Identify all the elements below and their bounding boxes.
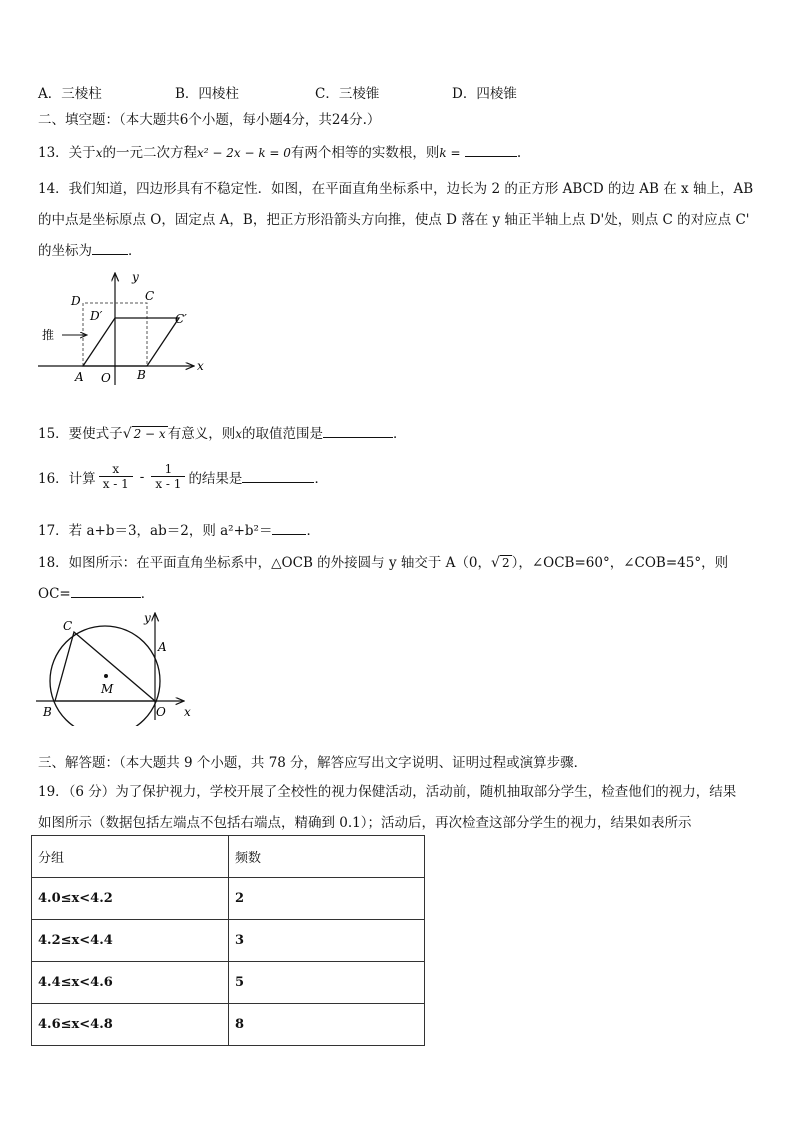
table-header-frequency: 频数	[229, 836, 425, 878]
table-row	[32, 962, 425, 1004]
q18-label-A: A	[158, 640, 167, 654]
section2-heading: 二、填空题：（本大题共6个小题，每小题4分，共24分.）	[38, 112, 381, 128]
q13-answer-blank[interactable]	[465, 144, 517, 157]
q13-post: 有两个相等的实数根，则	[290, 145, 440, 161]
q18-figure	[34, 608, 204, 726]
q14-line1: 14．我们知道，四边形具有不稳定性．如图，在平面直角坐标系中，边长为 2 的正方形 ABCD 的边 AB 在 x 轴上，AB	[38, 181, 754, 197]
question-17	[38, 519, 320, 539]
table-header-group: 分组	[32, 836, 229, 878]
q18-label-O: O	[156, 705, 166, 719]
q18-label-y: y	[144, 611, 151, 625]
table-cell-frequency: 5	[229, 962, 425, 1004]
q15-answer-blank[interactable]	[323, 425, 393, 438]
q15-pre: 15．要使式子	[38, 426, 123, 442]
option-a: A．三棱柱	[38, 86, 102, 102]
q14-answer-blank[interactable]	[92, 242, 128, 255]
option-d: D．四棱锥	[452, 86, 517, 102]
q14-label-push: 推	[42, 328, 55, 342]
q16-end: ．	[314, 470, 328, 487]
question-13	[38, 141, 521, 161]
table-cell-group: 4.0≤x<4.2	[32, 878, 229, 920]
q15-radicand: 2 − x	[133, 427, 166, 441]
table-cell-group: 4.4≤x<4.6	[32, 962, 229, 1004]
frequency-table	[31, 835, 425, 1046]
q14-line2: 的中点是坐标原点 O，固定点 A，B，把正方形沿箭头方向推，使点 D 落在 y 轴正半轴上点 D'处，则点 C 的对应点 C'	[38, 212, 750, 228]
q15-end: ．	[392, 426, 407, 442]
table-row	[32, 878, 425, 920]
table-cell-frequency: 3	[229, 920, 425, 962]
question-18-line1	[38, 551, 728, 571]
section3-heading: 三、解答题：（本大题共 9 个小题，共 78 分，解答应写出文字说明、证明过程或演算步骤．	[38, 755, 588, 771]
q16-f1-denominator: x - 1	[99, 476, 133, 491]
q17-end: ．	[306, 523, 320, 539]
table-cell-frequency: 2	[229, 878, 425, 920]
q18-answer-blank[interactable]	[71, 585, 141, 598]
q18-line2: OC=	[38, 586, 71, 602]
table-cell-frequency: 8	[229, 1004, 425, 1046]
option-b: B．四棱柱	[175, 86, 239, 102]
question-15	[38, 422, 406, 442]
q13-k: k =	[439, 146, 461, 160]
q14-label-A: A	[75, 370, 84, 384]
table-cell-group: 4.6≤x<4.8	[32, 1004, 229, 1046]
q14-line3: 的坐标为	[38, 243, 92, 259]
table-cell-group: 4.2≤x<4.4	[32, 920, 229, 962]
q14-figure	[34, 265, 214, 390]
q14-label-y: y	[132, 270, 139, 284]
table-header-row	[32, 836, 425, 878]
table-row	[32, 920, 425, 962]
q19-line1: 19．（6 分）为了保护视力，学校开展了全校性的视力保健活动，活动前，随机抽取部分学生，检查他们的视力，结果	[38, 784, 737, 800]
q18-line1-pre: 18．如图所示：在平面直角坐标系中，△OCB 的外接圆与 y 轴交于 A（0，	[38, 555, 492, 571]
q14-parallelogram	[83, 318, 179, 366]
q19-line2: 如图所示（数据包括左端点不包括右端点，精确到 0.1）；活动后，再次检查这部分学生的视力，结果如表所示	[38, 815, 692, 831]
q16-answer-blank[interactable]	[242, 470, 314, 483]
q16-fraction-1	[99, 462, 133, 491]
table-row	[32, 1004, 425, 1046]
q15-var: x	[235, 427, 242, 441]
q14-label-Dp: D′	[90, 309, 103, 323]
q16-pre: 16．计算	[38, 470, 96, 487]
q16-post: 的结果是	[188, 470, 243, 487]
question-14-line3	[38, 239, 142, 259]
q16-f2-numerator: 1	[164, 462, 173, 476]
q14-label-C: C	[145, 289, 155, 303]
q18-center-dot	[104, 674, 108, 678]
q15-post: 的取值范围是	[241, 426, 323, 442]
q18-radicand: 2	[501, 556, 510, 570]
q18-label-B: B	[43, 705, 52, 719]
q15-mid: 有意义，则	[167, 426, 236, 442]
q16-minus: -	[139, 468, 145, 485]
q16-f1-numerator: x	[112, 462, 120, 476]
sqrt-icon: √	[122, 426, 132, 442]
question-16	[38, 462, 328, 491]
option-c: C．三棱锥	[315, 86, 380, 102]
q18-line1-post: ），∠OCB=60°，∠COB=45°，则	[511, 555, 729, 571]
sqrt-icon: √	[491, 555, 500, 571]
q18-end: ．	[140, 586, 155, 602]
q13-equation: x² − 2x − k = 0	[196, 146, 291, 160]
q14-label-x: x	[197, 359, 204, 373]
q14-label-B: B	[137, 368, 146, 382]
q14-end: ．	[128, 243, 142, 259]
q13-mid: 的一元二次方程	[102, 145, 197, 161]
q14-label-D: D	[71, 294, 81, 308]
q13-pre: 13．关于	[38, 145, 96, 161]
q17-text: 17．若 a+b＝3，ab＝2，则 a²+b²＝	[38, 523, 273, 539]
question-18-line2	[38, 582, 154, 602]
q14-label-O: O	[101, 371, 111, 385]
q16-f2-denominator: x - 1	[151, 476, 185, 491]
q18-label-C: C	[63, 619, 73, 633]
q16-fraction-2	[151, 462, 185, 491]
q13-end: .	[516, 145, 522, 161]
q17-answer-blank[interactable]	[272, 522, 306, 535]
q14-label-Cp: C′	[175, 312, 187, 326]
q13-var: x	[95, 146, 103, 160]
q18-label-M: M	[101, 682, 114, 696]
q18-label-x: x	[184, 705, 191, 719]
